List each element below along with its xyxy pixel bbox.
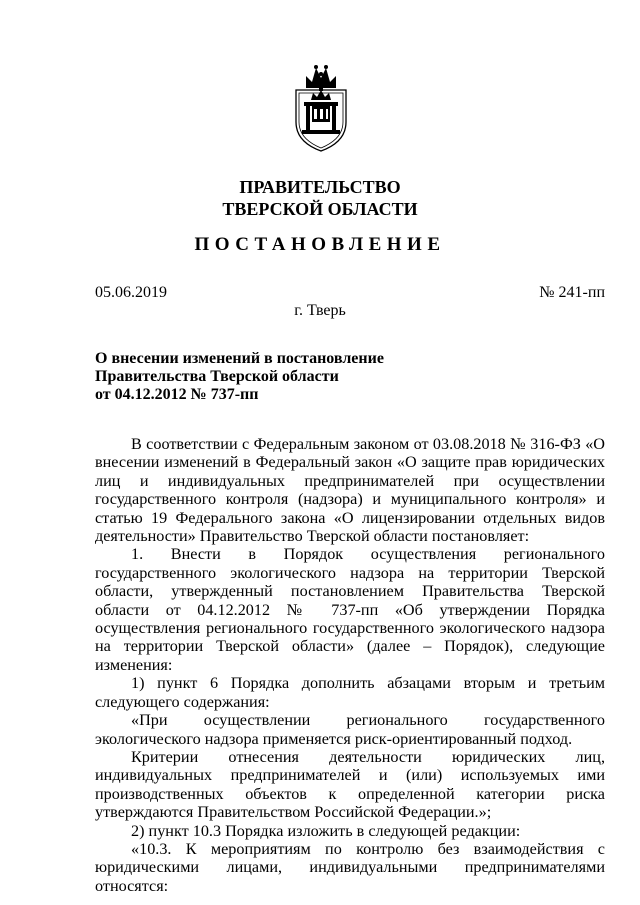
body-paragraph: 1. Внести в Порядок осуществления регионального государственного экологического надзора на территории Тверской области, утвержденный постановлением Правительства Тверской области от 04.12.2012 № 737-пп «Об утверждении Порядка осуществления регионального государственного экологического надзора на территории Тверской области» (далее – Порядок), следующие изменения: [95,545,605,674]
body-paragraph: 2) пункт 10.3 Порядка изложить в следующей редакции: [131,821,521,840]
body-paragraph: 1) пункт 6 Порядка дополнить абзацами вторым и третьим следующего содержания: [95,674,605,711]
tver-coat-of-arms-icon [292,62,350,154]
subject-line2: Правительства Тверской области [95,368,339,385]
document-type-title: ПОСТАНОВЛЕНИЕ [194,234,446,255]
subject-line3: от 04.12.2012 № 737-пп [95,386,259,403]
document-number: № 241-пп [539,284,605,301]
organization-name-line2: ТВЕРСКОЙ ОБЛАСТИ [222,199,418,219]
body-paragraph: Критерии отнесения деятельности юридических лиц, индивидуальных предпринимателей и (или) используемых ими производственных объектов к определенной категории риска утверждаются Правительством Российской Федерации.»; [95,747,605,822]
document-subject [95,350,455,404]
document-city: г. Тверь [294,302,346,319]
body-paragraph: «10.3. К мероприятиям по контролю без взаимодействия с юридическими лицами, индивидуальными предпринимателями относятся: [95,839,605,895]
organization-name-line1: ПРАВИТЕЛЬСТВО [239,177,401,197]
subject-line1: О внесении изменений в постановление [95,350,384,367]
body-paragraph: «При осуществлении регионального государственного экологического надзора применяется риск-ориентированный подход. [95,711,605,748]
document-body [95,435,605,895]
document-date: 05.06.2019 [95,284,167,301]
body-paragraph: В соответствии с Федеральным законом от 03.08.2018 № 316-ФЗ «О внесении изменений в Федеральный закон «О защите прав юридических лиц и индивидуальных предпринимателей при осуществлении государственного контроля (надзора) и муниципального контроля» и статью 19 Федерального закона «О лицензировании отдельных видов деятельности» Правительство Тверской области постановляет: [95,435,605,546]
